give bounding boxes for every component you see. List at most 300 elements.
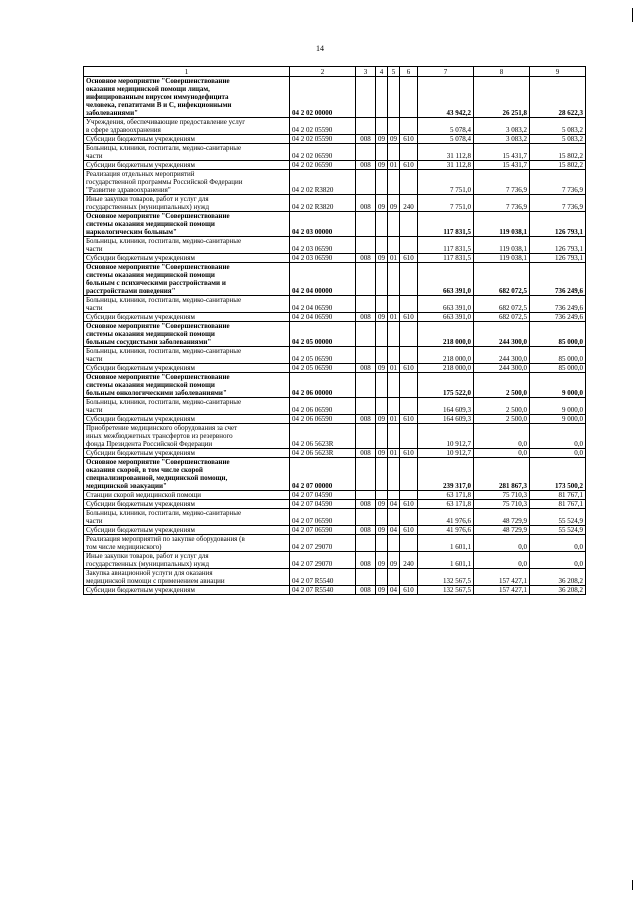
row-pr: 04	[388, 500, 400, 509]
row-vr	[400, 373, 418, 398]
row-name: Субсидии бюджетным учреждениям	[84, 313, 290, 322]
table-row	[84, 296, 586, 313]
row-value-2021: 7 736,9	[530, 170, 586, 195]
table-row	[84, 237, 586, 254]
row-name: Основное мероприятие "Совершенствование системы оказания медицинской помощи наркологическим больным"	[84, 212, 290, 237]
column-header: 1	[84, 67, 290, 77]
row-ved	[356, 424, 376, 449]
row-value-2019: 663 391,0	[418, 313, 474, 322]
row-value-2019: 1 601,1	[418, 535, 474, 552]
table-row	[84, 491, 586, 500]
row-pr	[388, 458, 400, 491]
row-pr: 01	[388, 313, 400, 322]
row-value-2020: 7 736,9	[474, 170, 530, 195]
row-name: Приобретение медицинского оборудования за счет иных межбюджетных трансфертов из резервного фонда Президента Российской Федерации	[84, 424, 290, 449]
row-value-2020: 48 729,9	[474, 526, 530, 535]
row-value-2020: 119 038,1	[474, 212, 530, 237]
row-value-2021: 736 249,6	[530, 296, 586, 313]
row-value-2021: 9 000,0	[530, 398, 586, 415]
row-vr: 240	[400, 195, 418, 212]
column-header: 9	[530, 67, 586, 77]
table-row	[84, 77, 586, 118]
row-vr: 610	[400, 500, 418, 509]
table-row	[84, 449, 586, 458]
row-vr: 610	[400, 135, 418, 144]
row-pr	[388, 491, 400, 500]
row-vr	[400, 347, 418, 364]
row-code: 04 2 07 29070	[290, 552, 356, 569]
row-name: Субсидии бюджетным учреждениям	[84, 364, 290, 373]
row-value-2019: 31 112,8	[418, 144, 474, 161]
row-value-2020: 244 300,0	[474, 364, 530, 373]
row-value-2019: 164 609,3	[418, 398, 474, 415]
row-name: Больницы, клиники, госпитали, медико-санитарные части	[84, 509, 290, 526]
row-rz	[376, 322, 388, 347]
row-name: Основное мероприятие "Совершенствование оказания скорой, в том числе скорой специализированной, медицинской помощи, медицинской эвакуации"	[84, 458, 290, 491]
row-vr	[400, 509, 418, 526]
row-rz: 09	[376, 552, 388, 569]
row-value-2021: 9 000,0	[530, 415, 586, 424]
row-vr: 610	[400, 415, 418, 424]
row-value-2019: 117 831,5	[418, 254, 474, 263]
row-ved: 008	[356, 364, 376, 373]
row-pr	[388, 424, 400, 449]
row-code: 04 2 07 R5540	[290, 569, 356, 586]
row-pr	[388, 263, 400, 296]
row-vr	[400, 296, 418, 313]
row-name: Реализация мероприятий по закупке оборудования (в том числе медицинского)	[84, 535, 290, 552]
row-pr	[388, 212, 400, 237]
row-code: 04 2 05 06590	[290, 347, 356, 364]
row-vr: 610	[400, 364, 418, 373]
row-ved: 008	[356, 500, 376, 509]
row-ved: 008	[356, 254, 376, 263]
table-row	[84, 364, 586, 373]
row-name: Больницы, клиники, госпитали, медико-санитарные части	[84, 398, 290, 415]
row-value-2021: 5 083,2	[530, 118, 586, 135]
column-header: 4	[376, 67, 388, 77]
column-header: 6	[400, 67, 418, 77]
row-ved	[356, 458, 376, 491]
row-ved	[356, 144, 376, 161]
edge-mark-bottom	[632, 880, 633, 890]
table-row	[84, 509, 586, 526]
row-vr	[400, 237, 418, 254]
row-ved	[356, 263, 376, 296]
row-value-2020: 0,0	[474, 424, 530, 449]
row-pr	[388, 118, 400, 135]
row-name: Субсидии бюджетным учреждениям	[84, 161, 290, 170]
table-row	[84, 552, 586, 569]
row-vr	[400, 535, 418, 552]
row-value-2020: 2 500,0	[474, 415, 530, 424]
row-vr	[400, 458, 418, 491]
row-pr: 04	[388, 526, 400, 535]
row-value-2019: 132 567,5	[418, 569, 474, 586]
row-rz	[376, 77, 388, 118]
table-row	[84, 313, 586, 322]
row-value-2020: 3 083,2	[474, 135, 530, 144]
row-name: Закупка авиационной услуги для оказания медицинской помощи с применением авиации	[84, 569, 290, 586]
row-ved	[356, 373, 376, 398]
row-rz	[376, 509, 388, 526]
row-vr: 610	[400, 449, 418, 458]
row-ved	[356, 509, 376, 526]
row-rz	[376, 424, 388, 449]
row-code: 04 2 02 06590	[290, 144, 356, 161]
row-value-2021: 126 793,1	[530, 237, 586, 254]
row-pr	[388, 322, 400, 347]
row-ved	[356, 170, 376, 195]
row-ved	[356, 77, 376, 118]
row-rz: 09	[376, 313, 388, 322]
row-vr	[400, 569, 418, 586]
row-value-2019: 31 112,8	[418, 161, 474, 170]
row-name: Субсидии бюджетным учреждениям	[84, 449, 290, 458]
row-code: 04 2 04 06590	[290, 313, 356, 322]
row-value-2020: 0,0	[474, 449, 530, 458]
table-row	[84, 195, 586, 212]
table-row	[84, 322, 586, 347]
row-rz	[376, 237, 388, 254]
row-value-2020: 119 038,1	[474, 254, 530, 263]
row-ved: 008	[356, 161, 376, 170]
row-pr	[388, 144, 400, 161]
row-ved	[356, 491, 376, 500]
table-row	[84, 161, 586, 170]
row-code: 04 2 04 06590	[290, 296, 356, 313]
row-value-2020: 281 867,3	[474, 458, 530, 491]
row-rz: 09	[376, 586, 388, 595]
row-name: Больницы, клиники, госпитали, медико-санитарные части	[84, 144, 290, 161]
row-rz: 09	[376, 254, 388, 263]
row-rz: 09	[376, 135, 388, 144]
row-vr	[400, 322, 418, 347]
row-value-2020: 119 038,1	[474, 237, 530, 254]
column-header: 2	[290, 67, 356, 77]
row-value-2019: 7 751,0	[418, 170, 474, 195]
row-name: Основное мероприятие "Совершенствование системы оказания медицинской помощи больным сосудистыми заболеваниями"	[84, 322, 290, 347]
row-name: Больницы, клиники, госпитали, медико-санитарные части	[84, 347, 290, 364]
column-header: 3	[356, 67, 376, 77]
row-value-2021: 126 793,1	[530, 212, 586, 237]
row-pr: 01	[388, 161, 400, 170]
row-code: 04 2 02 06590	[290, 161, 356, 170]
row-pr	[388, 569, 400, 586]
row-value-2021: 9 000,0	[530, 373, 586, 398]
row-name: Иные закупки товаров, работ и услуг для государственных (муниципальных) нужд	[84, 195, 290, 212]
row-name: Основное мероприятие "Совершенствование системы оказания медицинской помощи больным онкологическими заболеваниями"	[84, 373, 290, 398]
row-name: Субсидии бюджетным учреждениям	[84, 526, 290, 535]
row-rz	[376, 118, 388, 135]
row-name: Иные закупки товаров, работ и услуг для государственных (муниципальных) нужд	[84, 552, 290, 569]
row-value-2021: 173 500,2	[530, 458, 586, 491]
row-name: Учреждения, обеспечивающие предоставление услуг в сфере здравоохранения	[84, 118, 290, 135]
row-value-2020: 0,0	[474, 535, 530, 552]
row-value-2020: 7 736,9	[474, 195, 530, 212]
table-row	[84, 526, 586, 535]
row-vr	[400, 170, 418, 195]
table-row	[84, 535, 586, 552]
row-code: 04 2 03 06590	[290, 237, 356, 254]
page-number: 14	[316, 44, 324, 53]
row-code: 04 2 07 00000	[290, 458, 356, 491]
row-pr	[388, 509, 400, 526]
row-pr: 09	[388, 195, 400, 212]
row-ved	[356, 118, 376, 135]
row-value-2019: 117 831,5	[418, 237, 474, 254]
row-pr: 01	[388, 364, 400, 373]
row-name: Больницы, клиники, госпитали, медико-санитарные части	[84, 296, 290, 313]
row-value-2019: 663 391,0	[418, 296, 474, 313]
row-ved: 008	[356, 586, 376, 595]
row-value-2019: 63 171,8	[418, 500, 474, 509]
row-code: 04 2 06 5623R	[290, 449, 356, 458]
row-rz: 09	[376, 526, 388, 535]
row-ved: 008	[356, 415, 376, 424]
table-body	[84, 77, 586, 595]
row-value-2020: 244 300,0	[474, 347, 530, 364]
row-code: 04 2 02 R3820	[290, 195, 356, 212]
row-ved: 008	[356, 313, 376, 322]
row-rz	[376, 212, 388, 237]
row-rz	[376, 535, 388, 552]
row-value-2019: 663 391,0	[418, 263, 474, 296]
row-value-2021: 736 249,6	[530, 313, 586, 322]
row-value-2019: 175 522,0	[418, 373, 474, 398]
row-name: Субсидии бюджетным учреждениям	[84, 415, 290, 424]
row-value-2019: 239 317,0	[418, 458, 474, 491]
row-code: 04 2 03 00000	[290, 212, 356, 237]
row-rz	[376, 263, 388, 296]
row-value-2021: 81 767,1	[530, 500, 586, 509]
row-rz: 09	[376, 449, 388, 458]
row-value-2021: 85 000,0	[530, 322, 586, 347]
row-vr: 610	[400, 586, 418, 595]
row-rz: 09	[376, 415, 388, 424]
table-row	[84, 144, 586, 161]
row-value-2021: 736 249,6	[530, 263, 586, 296]
row-ved: 008	[356, 449, 376, 458]
row-value-2020: 0,0	[474, 552, 530, 569]
row-value-2019: 132 567,5	[418, 586, 474, 595]
table-row	[84, 569, 586, 586]
row-vr	[400, 212, 418, 237]
row-value-2021: 0,0	[530, 449, 586, 458]
row-ved	[356, 322, 376, 347]
table-row	[84, 118, 586, 135]
row-pr	[388, 170, 400, 195]
row-vr	[400, 144, 418, 161]
row-rz	[376, 296, 388, 313]
row-value-2020: 682 072,5	[474, 296, 530, 313]
row-ved: 008	[356, 552, 376, 569]
row-value-2020: 2 500,0	[474, 398, 530, 415]
row-value-2019: 10 912,7	[418, 449, 474, 458]
row-vr: 610	[400, 161, 418, 170]
row-pr	[388, 535, 400, 552]
row-rz	[376, 373, 388, 398]
row-code: 04 2 04 00000	[290, 263, 356, 296]
row-pr: 09	[388, 552, 400, 569]
row-value-2021: 55 524,9	[530, 509, 586, 526]
row-vr	[400, 263, 418, 296]
row-name: Субсидии бюджетным учреждениям	[84, 500, 290, 509]
row-value-2021: 0,0	[530, 535, 586, 552]
row-value-2020: 682 072,5	[474, 263, 530, 296]
row-code: 04 2 07 06590	[290, 509, 356, 526]
row-value-2021: 36 208,2	[530, 586, 586, 595]
row-value-2020: 15 431,7	[474, 144, 530, 161]
row-value-2019: 218 000,0	[418, 347, 474, 364]
row-code: 04 2 03 06590	[290, 254, 356, 263]
row-value-2021: 7 736,9	[530, 195, 586, 212]
row-pr	[388, 77, 400, 118]
row-code: 04 2 07 04590	[290, 491, 356, 500]
row-value-2021: 55 524,9	[530, 526, 586, 535]
row-value-2021: 81 767,1	[530, 491, 586, 500]
row-value-2020: 15 431,7	[474, 161, 530, 170]
row-value-2021: 85 000,0	[530, 364, 586, 373]
row-rz	[376, 398, 388, 415]
row-code: 04 2 02 05590	[290, 135, 356, 144]
row-value-2020: 26 251,8	[474, 77, 530, 118]
row-value-2021: 36 208,2	[530, 569, 586, 586]
row-code: 04 2 07 06590	[290, 526, 356, 535]
row-rz	[376, 458, 388, 491]
row-value-2020: 3 083,2	[474, 118, 530, 135]
row-ved	[356, 347, 376, 364]
row-value-2019: 117 831,5	[418, 212, 474, 237]
row-vr	[400, 491, 418, 500]
row-code: 04 2 02 R3820	[290, 170, 356, 195]
row-ved	[356, 296, 376, 313]
table-row	[84, 424, 586, 449]
row-code: 04 2 07 R5540	[290, 586, 356, 595]
row-code: 04 2 06 06590	[290, 398, 356, 415]
row-vr: 610	[400, 254, 418, 263]
row-value-2019: 63 171,8	[418, 491, 474, 500]
row-value-2020: 682 072,5	[474, 313, 530, 322]
row-value-2021: 15 802,2	[530, 161, 586, 170]
column-header: 7	[418, 67, 474, 77]
row-value-2019: 43 942,2	[418, 77, 474, 118]
row-pr	[388, 296, 400, 313]
row-value-2020: 75 710,3	[474, 491, 530, 500]
row-value-2021: 85 000,0	[530, 347, 586, 364]
row-vr	[400, 118, 418, 135]
table-row	[84, 170, 586, 195]
row-rz	[376, 144, 388, 161]
table-row	[84, 347, 586, 364]
row-vr	[400, 398, 418, 415]
row-value-2021: 0,0	[530, 424, 586, 449]
row-pr: 01	[388, 449, 400, 458]
row-code: 04 2 05 06590	[290, 364, 356, 373]
table-row	[84, 398, 586, 415]
row-value-2020: 157 427,1	[474, 586, 530, 595]
row-rz	[376, 347, 388, 364]
row-value-2019: 41 976,6	[418, 509, 474, 526]
row-vr	[400, 424, 418, 449]
row-ved	[356, 569, 376, 586]
row-name: Реализация отдельных мероприятий государственной программы Российской Федерации "Развитие здравоохранения"	[84, 170, 290, 195]
table-row	[84, 586, 586, 595]
row-code: 04 2 07 29070	[290, 535, 356, 552]
budget-table	[83, 66, 586, 595]
row-value-2019: 10 912,7	[418, 424, 474, 449]
row-value-2019: 5 078,4	[418, 118, 474, 135]
row-value-2021: 126 793,1	[530, 254, 586, 263]
row-rz: 09	[376, 500, 388, 509]
row-value-2019: 218 000,0	[418, 364, 474, 373]
row-value-2020: 244 300,0	[474, 322, 530, 347]
row-pr	[388, 373, 400, 398]
row-value-2021: 15 802,2	[530, 144, 586, 161]
row-rz: 09	[376, 364, 388, 373]
row-value-2019: 7 751,0	[418, 195, 474, 212]
row-name: Больницы, клиники, госпитали, медико-санитарные части	[84, 237, 290, 254]
row-name: Субсидии бюджетным учреждениям	[84, 586, 290, 595]
row-pr	[388, 398, 400, 415]
table-row	[84, 254, 586, 263]
row-code: 04 2 06 5623R	[290, 424, 356, 449]
row-name: Станции скорой медицинской помощи	[84, 491, 290, 500]
table-row	[84, 135, 586, 144]
row-vr: 240	[400, 552, 418, 569]
row-value-2021: 28 622,3	[530, 77, 586, 118]
row-code: 04 2 06 06590	[290, 415, 356, 424]
row-ved: 008	[356, 526, 376, 535]
row-value-2019: 164 609,3	[418, 415, 474, 424]
table-row	[84, 458, 586, 491]
row-code: 04 2 02 00000	[290, 77, 356, 118]
row-code: 04 2 06 00000	[290, 373, 356, 398]
row-ved: 008	[356, 195, 376, 212]
row-ved	[356, 398, 376, 415]
row-value-2020: 2 500,0	[474, 373, 530, 398]
row-ved: 008	[356, 135, 376, 144]
row-pr	[388, 347, 400, 364]
table-row	[84, 263, 586, 296]
row-rz	[376, 491, 388, 500]
row-vr: 610	[400, 526, 418, 535]
table-row	[84, 415, 586, 424]
row-ved	[356, 237, 376, 254]
row-ved	[356, 212, 376, 237]
row-value-2019: 218 000,0	[418, 322, 474, 347]
row-vr: 610	[400, 313, 418, 322]
row-value-2021: 5 083,2	[530, 135, 586, 144]
row-code: 04 2 02 05590	[290, 118, 356, 135]
row-pr: 01	[388, 254, 400, 263]
row-pr: 09	[388, 135, 400, 144]
row-code: 04 2 07 04590	[290, 500, 356, 509]
header-row	[84, 67, 586, 77]
row-rz: 09	[376, 195, 388, 212]
row-value-2019: 1 601,1	[418, 552, 474, 569]
row-pr	[388, 237, 400, 254]
row-name: Основное мероприятие "Совершенствование системы оказания медицинской помощи больным с психическими расстройствами и расстройствами поведения"	[84, 263, 290, 296]
row-value-2020: 48 729,9	[474, 509, 530, 526]
table-row	[84, 212, 586, 237]
row-rz: 09	[376, 161, 388, 170]
row-value-2020: 75 710,3	[474, 500, 530, 509]
row-ved	[356, 535, 376, 552]
column-header: 8	[474, 67, 530, 77]
table-row	[84, 500, 586, 509]
row-name: Основное мероприятие "Совершенствование оказания медицинской помощи лицам, инфицированным вирусом иммунодефицита человека, гепатитами В и С, инфекционными заболеваниями"	[84, 77, 290, 118]
